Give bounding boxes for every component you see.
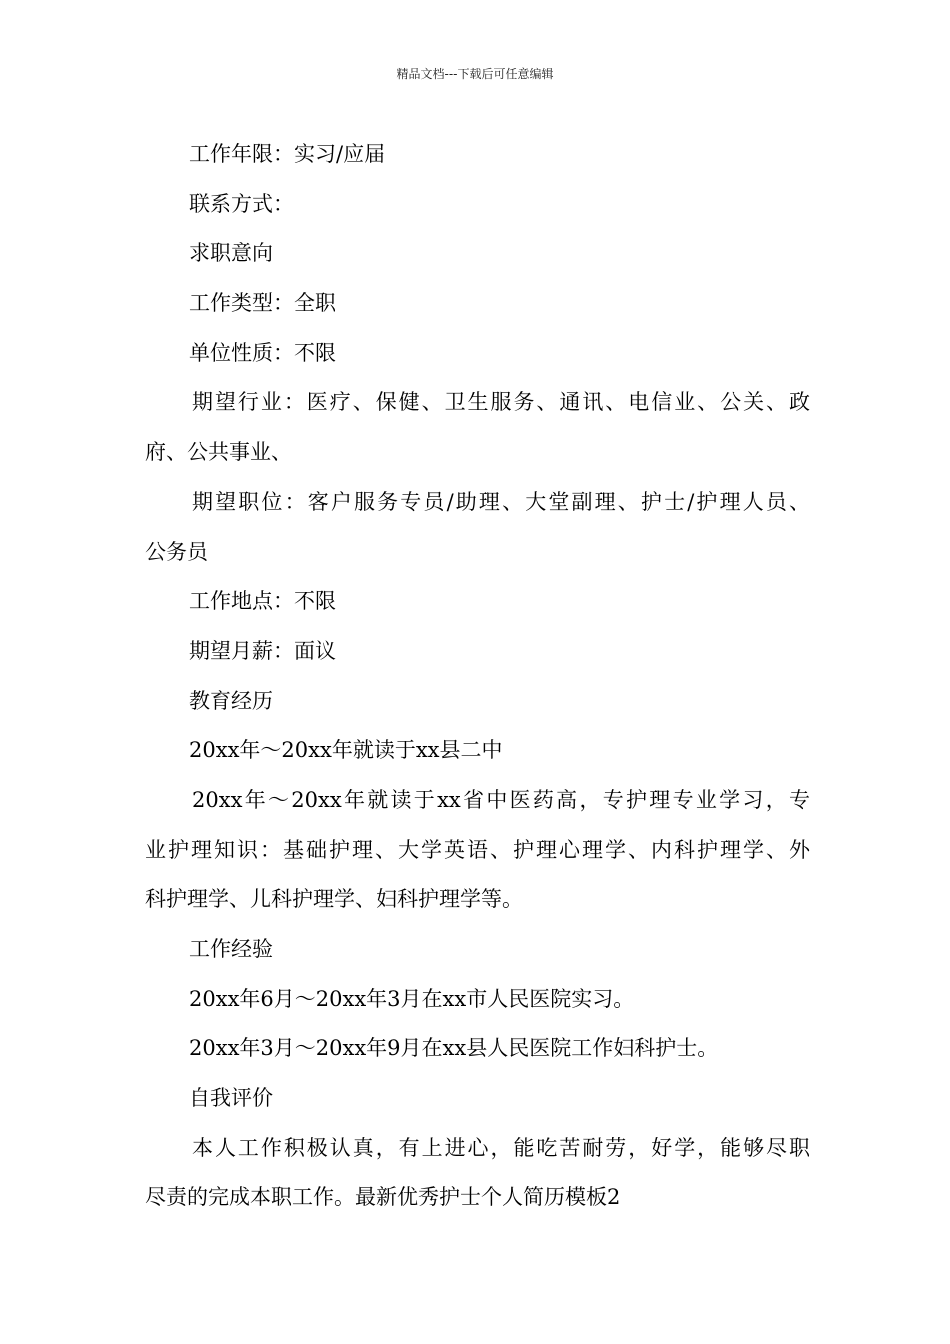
expected-industry-continued: 府、公共事业、 bbox=[145, 440, 292, 465]
education-entry-1: 20xx年～20xx年就读于xx县二中 bbox=[189, 738, 503, 763]
education-entry-2-continued: 业护理知识：基础护理、大学英语、护理心理学、内科护理学、外 bbox=[145, 837, 810, 862]
work-experience-entry-1: 20xx年6月～20xx年3月在xx市人民医院实习。 bbox=[189, 986, 635, 1011]
job-type-line: 工作类型：全职 bbox=[189, 291, 336, 316]
education-heading: 教育经历 bbox=[189, 688, 273, 713]
expected-position-continued: 公务员 bbox=[145, 539, 208, 564]
work-location-line: 工作地点：不限 bbox=[189, 589, 336, 614]
work-experience-entry-2: 20xx年3月～20xx年9月在xx县人民医院工作妇科护士。 bbox=[189, 1036, 719, 1061]
expected-position-line: 期望职位：客户服务专员/助理、大堂副理、护士/护理人员、 bbox=[192, 489, 810, 514]
work-experience-heading: 工作经验 bbox=[189, 937, 273, 961]
education-entry-2: 20xx年～20xx年就读于xx省中医药高，专护理专业学习，专 bbox=[192, 787, 810, 812]
job-intention-heading: 求职意向 bbox=[189, 241, 273, 266]
expected-salary-line: 期望月薪：面议 bbox=[189, 638, 336, 663]
company-nature-line: 单位性质：不限 bbox=[189, 340, 336, 365]
contact-line: 联系方式： bbox=[189, 191, 294, 216]
self-evaluation-heading: 自我评价 bbox=[189, 1086, 273, 1111]
expected-industry-line: 期望行业：医疗、保健、卫生服务、通讯、电信业、公关、政 bbox=[192, 390, 810, 415]
document-body bbox=[145, 130, 810, 1223]
self-evaluation-text: 本人工作积极认真，有上进心，能吃苦耐劳，好学，能够尽职 bbox=[192, 1135, 810, 1160]
work-years-line: 工作年限：实习/应届 bbox=[189, 142, 386, 166]
self-evaluation-continued: 尽责的完成本职工作。最新优秀护士个人简历模板2 bbox=[145, 1185, 621, 1210]
page-header: 精品文档---下载后可任意编辑 bbox=[396, 67, 554, 81]
education-entry-2-end: 科护理学、儿科护理学、妇科护理学等。 bbox=[145, 887, 523, 912]
